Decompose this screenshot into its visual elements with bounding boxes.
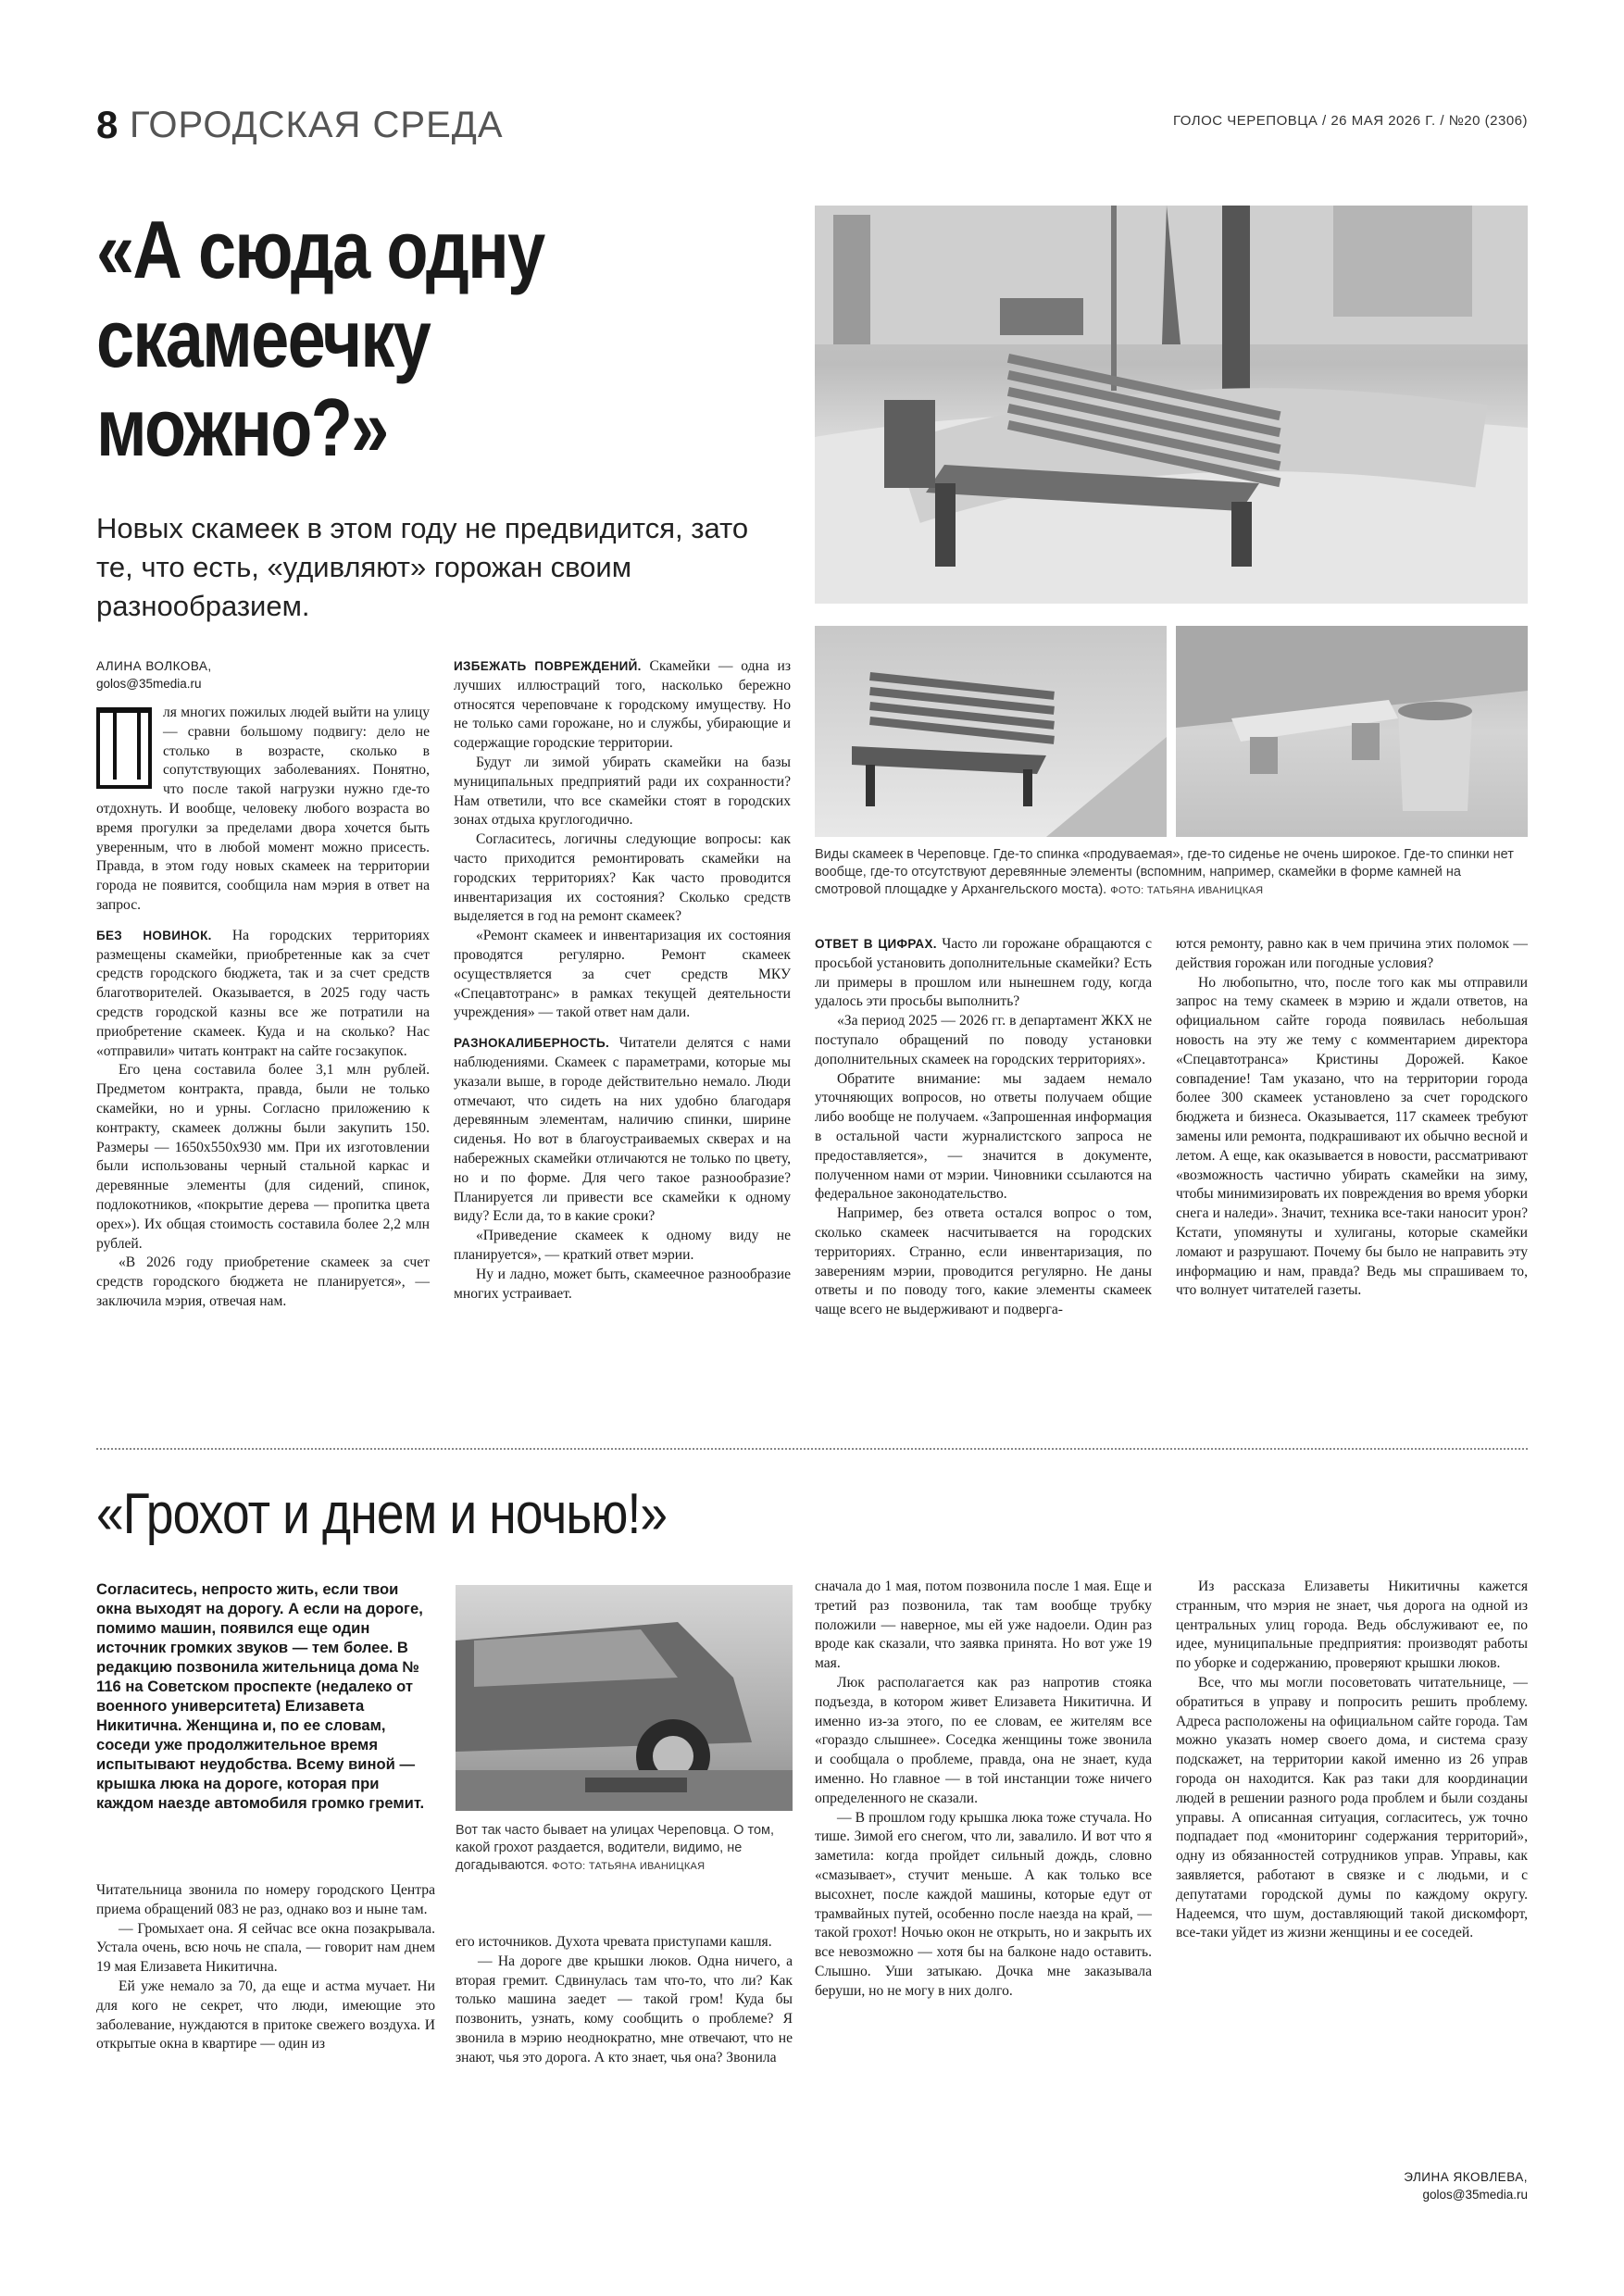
paragraph: Согласитесь, логичны следующие вопросы: как часто приходится ремонтировать скамейки на городских территориях? Как часто проводится инвентаризация их состояния? Сколько средств выделяется в год на ремонт скамеек? [454,831,791,925]
paragraph: Но любопытно, что, после того как мы отправили запрос на тему скамеек в мэрию и ждали ответов, на официальном сайте города появилась небольшая новость на эту же тему с комментарием директора «Спецавтотранса» Кристины Дорожей. Какое совпадение! Там указано, что на территории города более 300 скамеек установлено за счет городского бюджета и бизнеса. Оказывается, 117 скамеек требуют замены или ремонта, подкрашивают их обычно весной и летом. А еще, как оказывается в новости, рассматривают «возможность частично убирать скамейки на зиму, чтобы минимизировать их повреждения во время уборки снега и наледи». Значит, техника все-таки наносит урон? Кстати, упомянуты и хулиганы, которые скамейки ломают и разрушают. Почему бы было не направить эту информацию и нам, правда? Ведь мы спрашиваем то, что волнует читателей газеты. [1176,974,1528,1299]
paragraph: ИЗБЕЖАТЬ ПОВРЕЖДЕНИЙ. Скамейки — одна из лучших иллюстраций того, насколько бережно относятся череповчане к городскому имуществу. Но не только сами горожане, но и службы, убирающие и содержащие городские территории. [454,658,792,752]
paragraph: сначала до 1 мая, потом позвонила после 1 мая. Еще и третий раз позвонила, так там вообще трубку положили — наверное, мы ей уже надоели. Один раз вроде как сказали, что заявка принята. Но вот уже 19 мая. [815,1578,1152,1672]
paragraph: «В 2026 году приобретение скамеек за счет средств городского бюджета не планируется», — заключила мэрия, отвечая нам. [96,1254,430,1309]
article1-column-1 [96,704,430,1312]
masthead: ГОЛОС ЧЕРЕПОВЦА / 26 МАЯ 2026 Г. / №20 (2306) [1172,113,1528,129]
bench-illustration [815,206,1528,604]
subheading: БЕЗ НОВИНОК. [96,928,212,942]
paragraph: ются ремонту, равно как в чем причина этих поломок — действия горожан или погодные условия? [1176,936,1528,971]
paragraph: — В прошлом году крышка люка тоже стучала. Но тише. Зимой его снегом, что ли, завалило. И вот что я заметила: когда пройдет сильный дождь, словно «смазывает», стучит меньше. А как только все высохнет, после каждой машины, которые едут от трамвайных путей, особенно после наезда на край, — такой грохот! Ночью окон не открыть, но и закрыть их все невозможно — хотя бы на балконе надо оставить. Слышно. Уши затыкаю. Дочка мне заказывала беруши, но не могу в них долго. [815,1809,1152,1999]
paragraph: — Громыхает она. Я сейчас все окна позакрывала. Устала очень, всю ночь не спала, — говорит нам днем 19 мая Елизавета Никитична. [96,1920,435,1976]
paragraph: Все, что мы могли посоветовать читательнице, — обратиться в управу и попросить решить проблему. Адреса расположены на официальном сайте города. Там можно указать номер своего дома, и система сразу подскажет, на территории какой именно из 26 управ города он находится. Как раз таки для координации людей в решении разного рода проблем и были созданы управы. А описанная ситуация, согласитесь, уж точно подпадает под «мониторинг содержания территорий», одну из обязанностей сотрудников управ. Управы, как заявляется, работают в связке и с людьми, и с депутатами городской думы по каждому округу. Надеемся, что шум, доставляющий такой дискомфорт, все-таки уйдет из жизни женщины и ее соседей. [1176,1674,1528,1941]
article1-headline: «А сюда одну скамеечку можно?» [96,204,544,473]
article2-column-4 [1176,1578,1528,1943]
section-divider [96,1448,1528,1450]
article1-column-2 [454,657,791,1304]
article2-column-2 [456,1933,793,2068]
photo-credit: ФОТО: ТАТЬЯНА ИВАНИЦКАЯ [1110,885,1264,896]
article1-column-3 [815,935,1152,1320]
article2-author: ЭЛИНА ЯКОВЛЕВА, [1404,2170,1528,2184]
article2-email: golos@35media.ru [1422,2188,1528,2202]
paragraph: РАЗНОКАЛИБЕРНОСТЬ. Читатели делятся с нами наблюдениями. Скамеек с параметрами, которые мы указали выше, в городе действительно немало. Люди отмечают, что сидеть на них удобно благодаря деревянным элементам, наличию спинки, ширине сиденья. Но вот в благоустраиваемых скверах и на набережных скамейки отличаются не только по цвету, но и по форме. Для чего такое разнообразие? Планируется ли привести все скамейки к одному виду? Если да, то в какие сроки? [454,1035,791,1225]
article2-column-1 [96,1881,435,2054]
article2-headline: «Грохот и днем и ночью!» [96,1482,668,1546]
paragraph: Например, без ответа остался вопрос о том, сколько скамеек насчитывается на городских территориях. Странно, если инвентаризация, по заверениям мэрии, проводится регулярно. Не даны ответы и по поводу того, какие элементы скамеек чаще всего не выдерживают и подверга- [815,1205,1152,1318]
article2-caption [456,1822,793,1876]
paragraph: Читательница звонила по номеру городского Центра приема обращений 083 не раз, однако воз и ныне там. [96,1882,435,1917]
photo-credit: ФОТО: ТАТЬЯНА ИВАНИЦКАЯ [552,1861,706,1872]
article1-email: golos@35media.ru [96,677,202,691]
article2-column-3 [815,1578,1152,2002]
paragraph: ОТВЕТ В ЦИФРАХ. Часто ли горожане обращаются с просьбой установить дополнительные скамейки? Есть ли примеры в прошлом или нынешнем году, когда удалось эти просьбы выполнить? [815,936,1152,1010]
paragraph: Его цена составила более 3,1 млн рублей. Предметом контракта, правда, были не только скамейки, но и урны. Согласно приложению к контракту, скамеек должны были закупить 150. Размеры — 1650х550х930 мм. При их изготовлении были использованы черный стальной каркас и деревянные элементы (для сидений, спинок, подлокотников, «покрытие дерева — пропитка цвета орех»). Их общая стоимость составила более 2,2 млн рублей. [96,1062,430,1252]
paragraph: Будут ли зимой убирать скамейки на базы муниципальных предприятий ради их сохранности? Нам ответили, что все скамейки стоят в городских зонах отдыха круглогодично. [454,754,791,829]
drop-cap-letter [96,707,152,789]
paragraph: Из рассказа Елизаветы Никитичны кажется странным, что мэрия не знает, чья дорога на одной из центральных улиц города. Ведь обслуживают ее, по идее, муниципальные предприятия: производят работы по уборке и содержанию, проверяют крышки люков. [1176,1578,1528,1672]
paragraph: Ей уже немало за 70, да еще и астма мучает. Ни для кого не секрет, что люди, имеющие это заболевание, нуждаются в притоке свежего воздуха. И открытые окна в квартире — один из [96,1978,435,2053]
paragraph: «За период 2025 — 2026 гг. в департамент ЖКХ не поступало обращений по поводу установки дополнительных скамеек на городских территориях». [815,1013,1152,1067]
paragraph: Ну и ладно, может быть, скамеечное разнообразие многих устраивает. [454,1266,791,1302]
paragraph: его источников. Духота чревата приступами кашля. [456,1934,772,1950]
article1-lead: Новых скамеек в этом году не предвидится, зато те, что есть, «удивляют» горожан своим разнообразием. [96,512,749,622]
paragraph: БЕЗ НОВИНОК. На городских территориях размещены скамейки, приобретенные как за счет средств городского бюджета, так и за счет средств благотворителей. Оказывается, в 2025 году часть средств городской казны все же потратили на приобретение скамеек. Куда и на сколько? Нас «отправили» читать контракт на сайте госзакупок. [96,927,430,1059]
caption-text: Вот так часто бывает на улицах Череповца. О том, какой грохот раздается, водители, видимо, не догадываются. [456,1823,775,1873]
bench-photo-main [815,206,1528,604]
paragraph: «Ремонт скамеек и инвентаризация их состояния проводятся регулярно. Ремонт скамеек осуществляется за счет средств МКУ «Спецавтотранс» в рамках текущей деятельности учреждения» — такой ответ нам дали. [454,928,791,1021]
article1-caption [815,846,1528,900]
article1-author: АЛИНА ВОЛКОВА, [96,659,212,673]
paragraph: «Приведение скамеек к одному виду не планируется», — краткий ответ мэрии. [454,1228,791,1263]
car-photo [456,1585,793,1811]
page-number: 8 [96,103,119,146]
caption-text: Виды скамеек в Череповце. Где-то спинка «продуваемая», где-то сиденье не очень широкое. Где-то спинки нет вообще, где-то отсутствуют деревянные элементы (вспомним, например, скамейки в форме камней на смотровой площадке у Архангельского моста). [815,847,1514,897]
article1-column-4 [1176,935,1528,1301]
paragraph: Люк располагается как раз напротив стояка подъезда, в котором живет Елизавета Никитична. И именно из-за этого, по ее словам, ее жителям все «гораздо слышнее». Соседка женщины тоже звонила и сообщала о проблеме, правда, она не знает, куда именно. Но главное — в той инстанции тоже ничего определенного не сказали. [815,1674,1152,1806]
subheading: ОТВЕТ В ЦИФРАХ. [815,937,937,951]
bench-photo-stone [1176,626,1528,837]
paragraph: Обратите внимание: мы задаем немало уточняющих вопросов, но ответы получаем общие либо вообще не получаем. «Запрошенная информация в остальной части журналистского запроса не предоставляется», — значится в документе, полученном нами от мэрии. Чиновники ссылаются на федеральное законодательство. [815,1070,1152,1203]
subheading: РАЗНОКАЛИБЕРНОСТЬ. [454,1036,610,1051]
article2-lead: Согласитесь, непросто жить, если твои окна выходят на дорогу. А если на дороге, помимо машин, появился еще один источник громких звуков — тем более. В редакцию позвонила жительница дома № 116 на Советском проспекте (недалеко от военного университета) Елизавета Никитична. Женщина и, по ее словам, соседи уже продолжительное время испытывают неудобства. Всему виной — крышка люка на дороге, которая при каждом наезде автомобиля громко гремит. [96,1580,425,1812]
subheading: ИЗБЕЖАТЬ ПОВРЕЖДЕНИЙ. [454,659,642,673]
paragraph: ля многих пожилых людей выйти на улицу — сравни большому подвигу: дело не столько в возрасте, сколько в сопутствующих заболеваниях. Понятно, что после такой нагрузки нужно где-то отдохнуть. И вообще, человеку любого возраста во время прогулки за пределами двора хочется быть уверенным, что в любой момент можно присесть. Правда, в этом году новых скамеек на территории города не появится, сообщила нам мэрия в ответ на запрос. [96,705,430,913]
bench-photo-wooden [815,626,1167,837]
paragraph: — На дороге две крышки люков. Одна ничего, а вторая гремит. Сдвинулась там что-то, что ли? Как только машина заедет — такой гром! Куда бы позвонить, узнать, кому сообщить о проблеме? Я звонила в мэрию неоднократно, мне отвечают, что не знают, чья это дорога. А кто знает, чья она? Звонила [456,1953,793,2065]
section-title: ГОРОДСКАЯ СРЕДА [130,105,504,145]
